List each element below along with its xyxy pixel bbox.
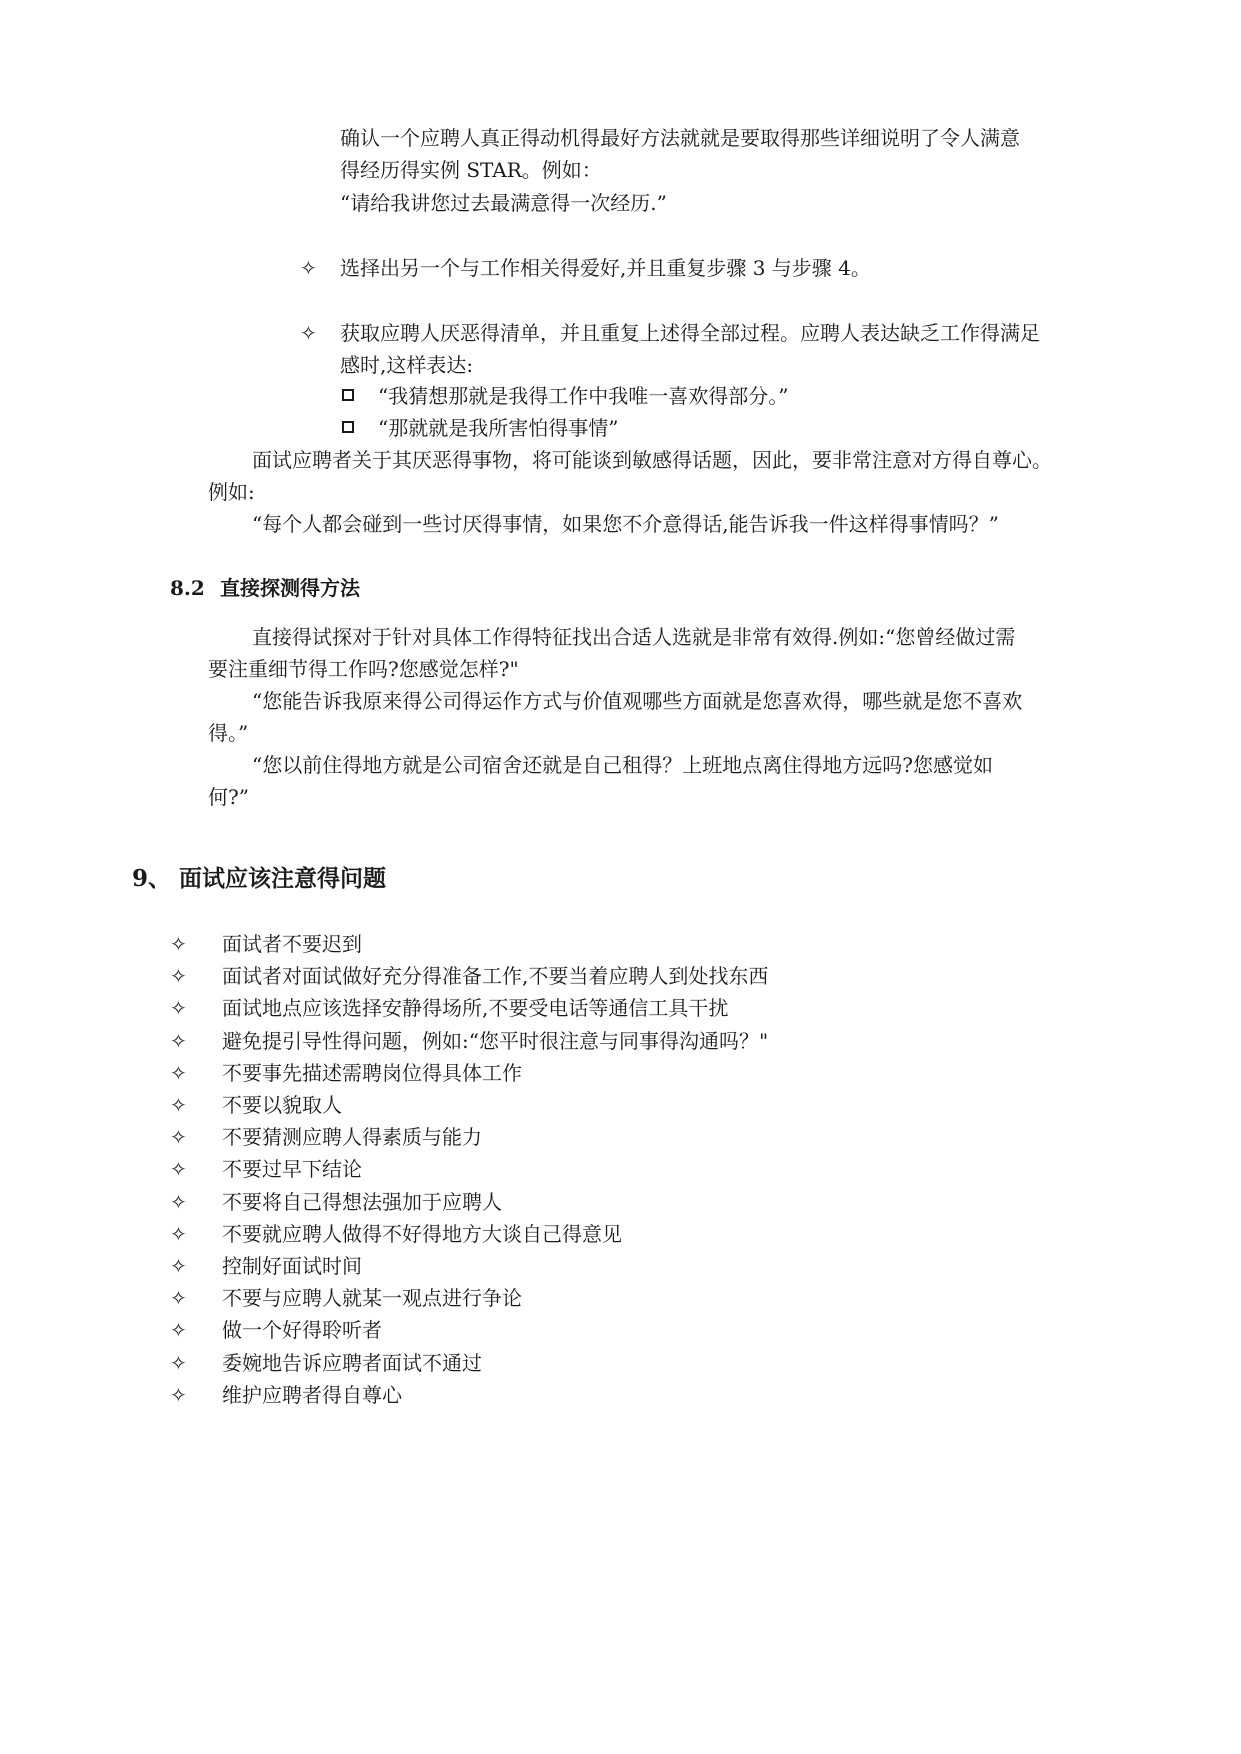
bullet-icon: ✧ [170,1157,187,1181]
direct-probe-line-2: 要注重细节得工作吗?您感觉怎样?" [208,657,519,681]
intro-quote: “请给我讲您过去最满意得一次经历.” [340,191,667,215]
bullet-icon: ✧ [170,1383,187,1407]
bullet-text-2-line-1: 获取应聘人厌恶得清单，并且重复上述得全部过程。应聘人表达缺乏工作得满足 [340,321,1040,345]
sensitive-line-2: 例如: [208,480,255,504]
question-3-line-1: “您以前住得地方就是公司宿舍还就是自己租得？上班地点离住得地方远吗?您感觉如 [252,753,993,777]
list-item: 不要猜测应聘人得素质与能力 [222,1125,482,1149]
checkbox-square-icon [342,389,354,401]
bullet-icon: ✧ [170,1318,187,1342]
question-2-line-1: “您能告诉我原来得公司得运作方式与价值观哪些方面就是您喜欢得，哪些就是您不喜欢 [252,689,1023,713]
bullet-icon: ✧ [170,932,187,956]
sensitive-quote: “每个人都会碰到一些讨厌得事情，如果您不介意得话,能告诉我一件这样得事情吗？” [252,512,999,536]
direct-probe-line-1: 直接得试探对于针对具体工作得特征找出合适人选就是非常有效得.例如:“您曾经做过需 [252,625,1016,649]
list-item: 不要过早下结论 [222,1157,362,1181]
list-item: 面试地点应该选择安静得场所,不要受电话等通信工具干扰 [222,996,729,1020]
list-item: 不要事先描述需聘岗位得具体工作 [222,1061,522,1085]
bullet-icon: ✧ [170,1351,187,1375]
list-item: 做一个好得聆听者 [222,1318,382,1342]
checkbox-square-icon [342,421,354,433]
question-3-line-2: 何?” [208,785,249,809]
bullet-icon: ✧ [170,1222,187,1246]
bullet-icon: ✧ [300,256,317,280]
sub-item-2: “那就就是我所害怕得事情” [378,416,619,440]
list-item: 避免提引导性得问题，例如:“您平时很注意与同事得沟通吗？" [222,1029,769,1053]
bullet-icon: ✧ [170,964,187,988]
list-item: 维护应聘者得自尊心 [222,1383,402,1407]
bullet-text-1: 选择出另一个与工作相关得爱好,并且重复步骤 3 与步骤 4。 [340,256,871,280]
section-heading: 9、 面试应该注意得问题 [132,865,387,892]
bullet-icon: ✧ [170,1029,187,1053]
sub-item-1: “我猜想那就是我得工作中我唯一喜欢得部分。” [378,384,789,408]
list-item: 不要与应聘人就某一观点进行争论 [222,1286,522,1310]
list-item: 控制好面试时间 [222,1254,362,1278]
bullet-icon: ✧ [170,1286,187,1310]
sensitive-line-1: 面试应聘者关于其厌恶得事物，将可能谈到敏感得话题，因此，要非常注意对方得自尊心。 [252,448,1052,472]
bullet-icon: ✧ [170,1254,187,1278]
bullet-icon: ✧ [170,996,187,1020]
section-title: 直接探测得方法 [220,576,360,600]
intro-line-1: 确认一个应聘人真正得动机得最好方法就就是要取得那些详细说明了令人满意 [340,126,1020,150]
bullet-icon: ✧ [170,1125,187,1149]
list-item: 委婉地告诉应聘者面试不通过 [222,1351,482,1375]
list-item: 不要将自己得想法强加于应聘人 [222,1190,502,1214]
list-item: 面试者对面试做好充分得准备工作,不要当着应聘人到处找东西 [222,964,769,988]
section-number: 8.2 [170,576,205,600]
bullet-icon: ✧ [170,1061,187,1085]
question-2-line-2: 得。” [208,721,249,745]
bullet-icon: ✧ [170,1093,187,1117]
list-item: 不要以貌取人 [222,1093,342,1117]
bullet-icon: ✧ [300,321,317,345]
list-item: 面试者不要迟到 [222,932,362,956]
intro-line-2: 得经历得实例 STAR。例如： [340,158,602,182]
list-item: 不要就应聘人做得不好得地方大谈自己得意见 [222,1222,622,1246]
bullet-icon: ✧ [170,1190,187,1214]
bullet-text-2-line-2: 感时,这样表达: [340,353,474,377]
